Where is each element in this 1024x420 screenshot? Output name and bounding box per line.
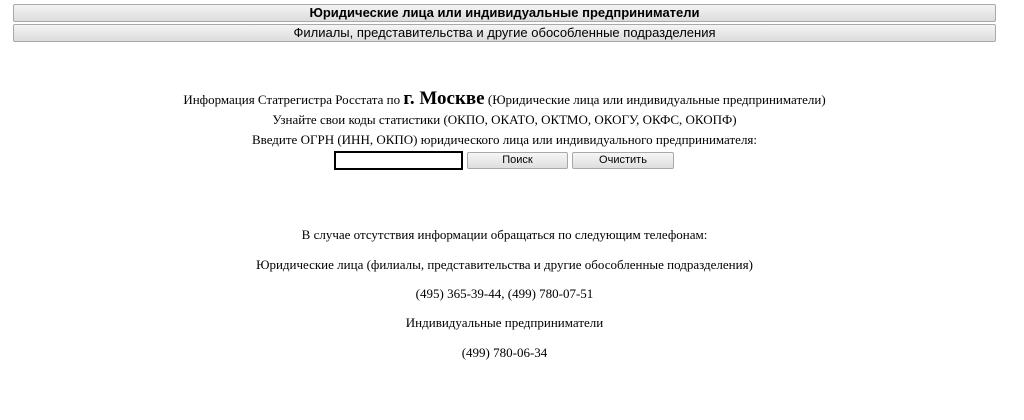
legal-entities-phones: (495) 365-39-44, (499) 780-07-51 (415, 286, 594, 301)
search-prompt: Введите ОГРН (ИНН, ОКПО) юридического лица или индивидуального предпринимателя: (251, 132, 758, 147)
codes-line: Узнайте свои коды статистики (ОКПО, ОКАТО, ОКТМО, ОКОГУ, ОКФС, ОКОПФ) (272, 112, 737, 127)
info-suffix: (Юридические лица или индивидуальные предприниматели) (484, 92, 826, 107)
clear-button[interactable]: Очистить (572, 152, 674, 169)
legal-entities-heading: Юридические лица (филиалы, представительства и другие обособленные подразделения) (256, 257, 753, 272)
entrepreneurs-phones: (499) 780-06-34 (461, 345, 548, 360)
info-prefix: Информация Статрегистра Росстата по (183, 92, 404, 107)
search-button[interactable]: Поиск (467, 152, 568, 169)
info-title (0, 88, 1009, 111)
entrepreneurs-heading: Индивидуальные предприниматели (405, 315, 604, 330)
info-city: г. Москве (403, 88, 485, 109)
tab-legal-entities[interactable]: Юридические лица или индивидуальные предприниматели (13, 4, 996, 22)
search-input[interactable] (334, 151, 463, 170)
tab-branches[interactable]: Филиалы, представительства и другие обособленные подразделения (13, 24, 996, 42)
contacts-intro: В случае отсутствия информации обращаться по следующим телефонам: (301, 227, 708, 242)
